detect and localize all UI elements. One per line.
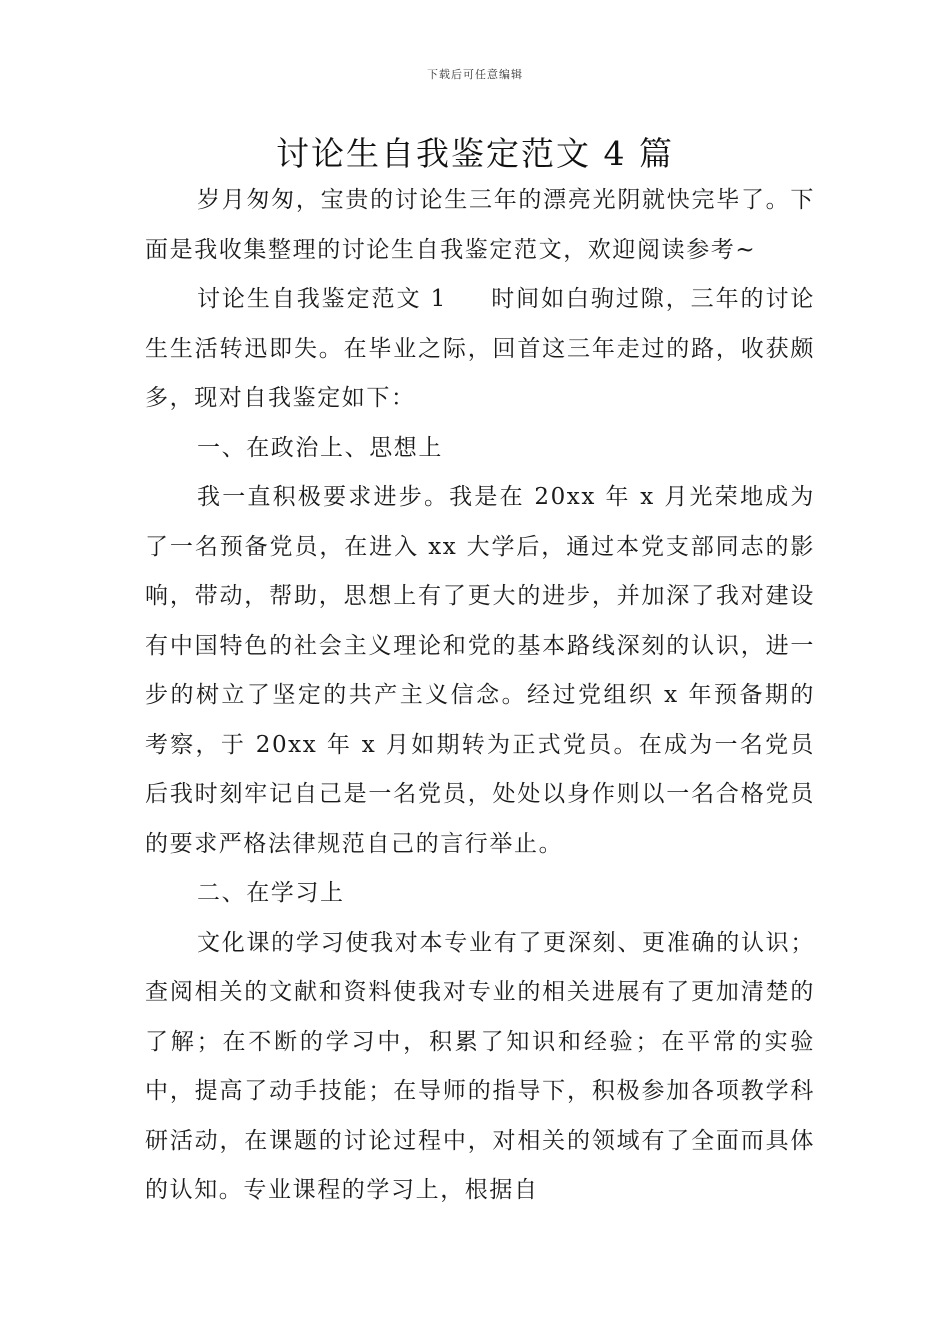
section1-paragraph: 我一直积极要求进步。我是在 20xx 年 x 月光荣地成为了一名预备党员，在进入 xx 大学后，通过本党支部同志的影响，带动，帮助，思想上有了更大的进步，并加深了我对建设有中国特色的社会主义理论和党的基本路线深刻的认识，进一步的树立了坚定的共产主义信念。经过党组织 x 年预备期的考察，于 20xx 年 x 月如期转为正式党员。在成为一名党员后我时刻牢记自己是一名党员，处处以身作则以一名合格党员的要求严格法律规范自己的言行举止。 xyxy=(145,484,815,857)
sample1-label: 讨论生自我鉴定范文 1 xyxy=(197,286,447,312)
document-title: 讨论生自我鉴定范文 4 篇 xyxy=(276,134,674,173)
sample1-text: 时间如白驹过隙，三年的讨论生生活转迅即失。在毕业之际，回首这三年走过的路，收获颇多，现对自我鉴定如下： xyxy=(145,286,815,411)
section1-heading: 一、在政治上、思想上 xyxy=(197,434,443,461)
section2-paragraph: 文化课的学习使我对本专业有了更深刻、更准确的认识；查阅相关的文献和资料使我对专业的相关进展有了更加清楚的了解；在不断的学习中，积累了知识和经验；在平常的实验中，提高了动手技能；在导师的指导下，积极参加各项教学科研活动，在课题的讨论过程中，对相关的领域有了全面而具体的认知。专业课程的学习上，根据自 xyxy=(145,929,815,1203)
header-note: 下载后可任意编辑 xyxy=(427,68,523,81)
document-body xyxy=(145,176,815,1216)
section2-heading: 二、在学习上 xyxy=(197,880,345,906)
intro-paragraph: 岁月匆匆，宝贵的讨论生三年的漂亮光阴就快完毕了。下面是我收集整理的讨论生自我鉴定范文，欢迎阅读参考~ xyxy=(145,187,815,263)
sample1-paragraph xyxy=(145,275,815,424)
